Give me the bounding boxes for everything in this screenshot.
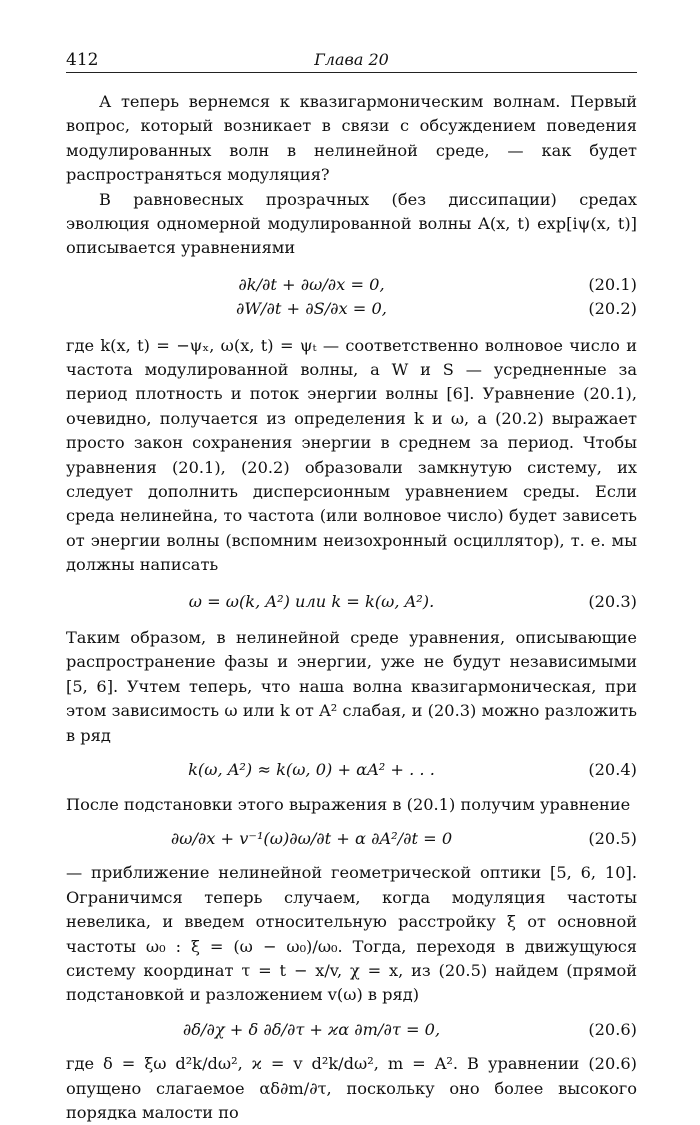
paragraph-intro: А теперь вернемся к квазигармоническим волнам. Первый вопрос, который возникает в связи с обсуждением поведения модулированных волн в нелинейной среде, — как будет распространяться модуляция? <box>66 92 637 185</box>
paragraph-substitution: После подстановки этого выражения в (20.1) получим уравнение <box>66 794 631 814</box>
equation-number: (20.6) <box>588 1019 637 1039</box>
equation-20-1 <box>66 273 637 297</box>
paragraph-definitions: где k(x, t) = −ψₓ, ω(x, t) = ψₜ — соответственно волновое число и частота модулированной волны, а W и S — усредненные за период плотность и поток энергии волны [6]. Уравнение (20.1), очевидно, получается из определения k и ω, а (20.2) выражает просто закон сохранения энергии в среднем за период. Чтобы уравнения (20.1), (20.2) образовали замкнутую систему, их следует дополнить дисперсионным уравнением среды. Если среда нелинейна, то частота (или волновое число) будет зависеть от энергии волны (вспомним неизохронный осциллятор), т. е. мы должны написать <box>66 335 637 575</box>
equation-20-5 <box>66 827 637 851</box>
equation-number: (20.5) <box>588 828 637 848</box>
equation-20-4 <box>66 758 637 782</box>
equation-number: (20.4) <box>588 760 637 780</box>
equation-expression: ∂k/∂t + ∂ω/∂x = 0, <box>238 274 385 294</box>
equation-expression: ∂δ/∂χ + δ ∂δ/∂τ + ϰα ∂m/∂τ = 0, <box>182 1019 441 1039</box>
chapter-title: Глава 20 <box>314 50 389 69</box>
paragraph-closing: где δ = ξω d²k/dω², ϰ = v d²k/dω², m = A². В уравнении (20.6) опущено слагаемое αδ∂m/∂τ, поскольку оно более высокого порядка малости по <box>66 1054 637 1122</box>
paragraph-nonlinear: Таким образом, в нелинейной среде уравнения, описывающие распространение фазы и энергии, уже не будут независимыми [5, 6]. Учтем теперь, что наша волна квазигармоническая, при этом зависимость ω или k от A² слабая, и (20.3) можно разложить в ряд <box>66 628 637 745</box>
equation-number: (20.2) <box>588 299 637 319</box>
equation-expression: ∂W/∂t + ∂S/∂x = 0, <box>236 299 387 319</box>
equation-20-2 <box>66 297 637 321</box>
equation-number: (20.1) <box>588 274 637 294</box>
equation-expression: ∂ω/∂x + v⁻¹(ω)∂ω/∂t + α ∂A²/∂t = 0 <box>170 828 453 848</box>
equation-expression: ω = ω(k, A²) или k = k(ω, A²). <box>188 591 435 611</box>
equation-number: (20.3) <box>588 591 637 611</box>
equation-20-6 <box>66 1018 637 1042</box>
paragraph-geometric-optics: — приближение нелинейной геометрической оптики [5, 6, 10]. Ограничимся теперь случаем, когда модуляция частоты невелика, и введем относительную расстройку ξ от основной частоты ω₀ : ξ = (ω − ω₀)/ω₀. Тогда, переходя в движущуюся систему координат τ = t − x/v, χ = x, из (20.5) найдем (прямой подстановкой и разложением v(ω) в ряд) <box>66 863 637 1005</box>
running-header <box>66 44 637 73</box>
equation-expression: k(ω, A²) ≈ k(ω, 0) + αA² + . . . <box>188 760 435 780</box>
page-number: 412 <box>66 50 99 70</box>
page-body <box>66 90 637 1125</box>
paragraph-evolution: В равновесных прозрачных (без диссипации) средах эволюция одномерной модулированной волны A(x, t) exp[iψ(x, t)] описывается уравнениями <box>66 189 637 258</box>
equation-20-3 <box>66 590 637 614</box>
